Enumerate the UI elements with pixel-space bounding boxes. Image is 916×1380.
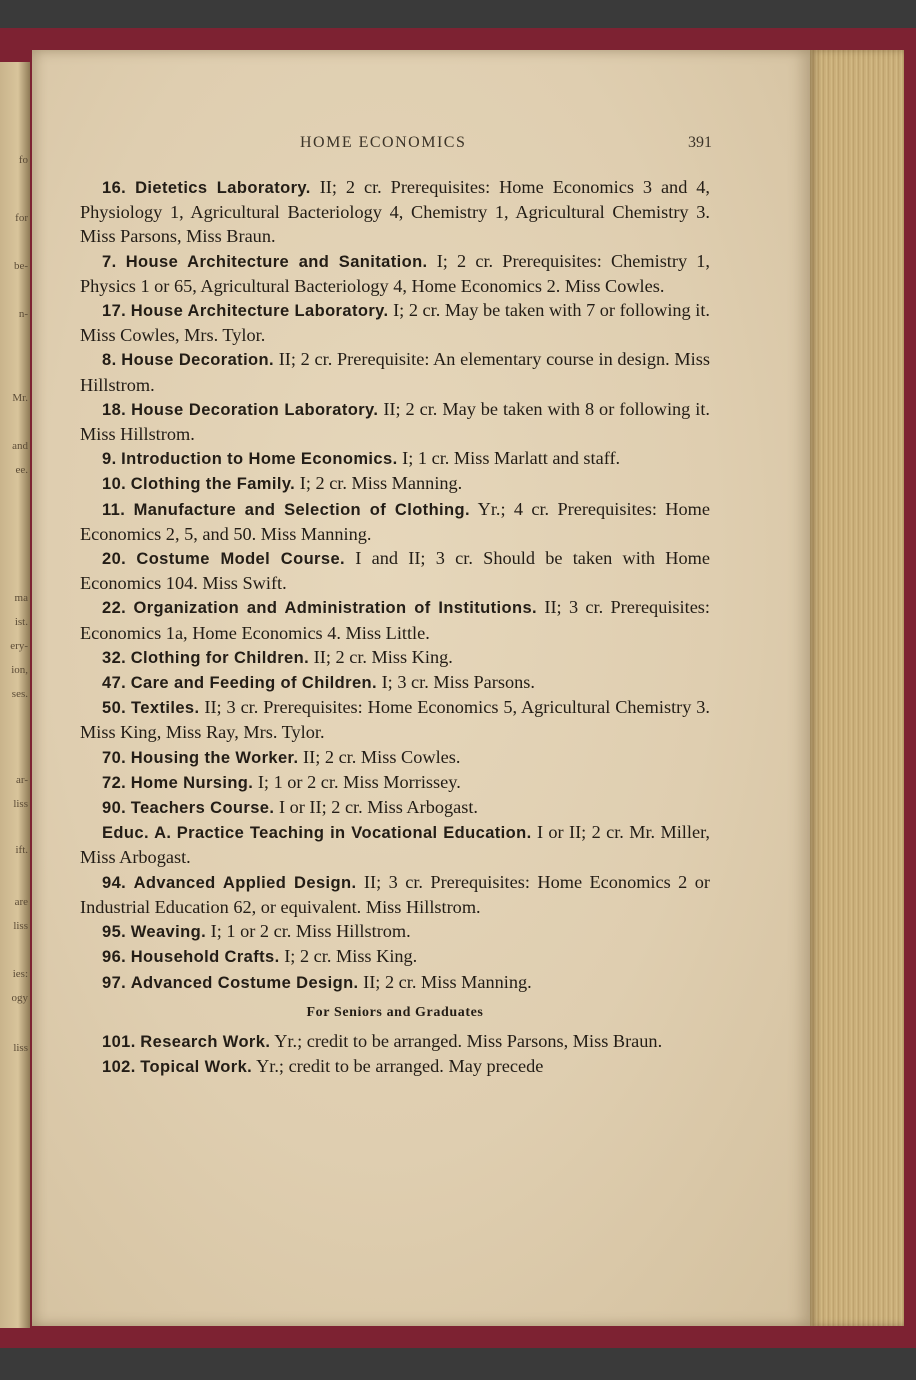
course-title: House Decoration. bbox=[121, 351, 274, 370]
left-page-fragment: ar- bbox=[16, 774, 28, 786]
running-head: HOME ECONOMICS bbox=[300, 134, 467, 151]
course-entry bbox=[80, 645, 710, 670]
course-entry bbox=[80, 298, 710, 347]
course-title: Clothing for Children. bbox=[130, 648, 310, 667]
course-details: I; 2 cr. Miss Manning. bbox=[299, 473, 463, 494]
left-page-fragment: liss bbox=[13, 798, 28, 810]
course-number: 101. bbox=[102, 1032, 136, 1051]
course-details: II; 2 cr. Miss Cowles. bbox=[303, 746, 461, 767]
left-page-fragment: liss bbox=[13, 920, 28, 932]
course-title: Home Nursing. bbox=[130, 773, 254, 792]
left-page-fragment: and bbox=[12, 440, 28, 452]
course-entry bbox=[80, 397, 710, 446]
course-title: Topical Work. bbox=[140, 1058, 253, 1077]
course-title: Textiles. bbox=[131, 699, 200, 718]
course-number: 50. bbox=[102, 699, 127, 718]
course-details: I and II; 3 cr. Should be taken with Home Economics 104. Miss Swift. bbox=[80, 548, 710, 594]
course-title: Care and Feeding of Children. bbox=[130, 674, 378, 693]
course-number: 10. bbox=[102, 475, 127, 494]
course-title: Practice Teaching in Vocational Education. bbox=[176, 824, 532, 843]
course-title: Costume Model Course. bbox=[136, 550, 346, 569]
course-title: Teachers Course. bbox=[130, 799, 275, 818]
course-entry bbox=[80, 919, 710, 944]
course-entry bbox=[80, 1029, 710, 1054]
left-page-fragment: ma bbox=[14, 592, 28, 604]
course-details: Yr.; credit to be arranged. Miss Parsons, Miss Braun. bbox=[274, 1030, 663, 1051]
course-entry bbox=[80, 970, 710, 995]
left-page-fragment: n- bbox=[18, 308, 28, 320]
left-page-fragment: ist. bbox=[14, 616, 28, 628]
course-number: 20. bbox=[102, 550, 127, 569]
course-title: House Architecture Laboratory. bbox=[130, 302, 389, 321]
course-entry bbox=[80, 670, 710, 695]
course-details: Yr.; 4 cr. Prerequisites: Home Economics 2, 5, and 50. Miss Manning. bbox=[80, 498, 710, 544]
left-page-fragment: ogy bbox=[11, 992, 28, 1004]
left-page-fragment: be- bbox=[13, 260, 28, 272]
course-title: Housing the Worker. bbox=[130, 748, 299, 767]
course-details: I; 2 cr. Miss King. bbox=[284, 946, 418, 967]
course-title: House Architecture and Sanitation. bbox=[125, 252, 428, 271]
course-details: I; 1 or 2 cr. Miss Hillstrom. bbox=[210, 921, 411, 942]
course-entry bbox=[80, 347, 710, 396]
course-details: II; 3 cr. Prerequisites: Home Economics 5, Agricultural Chemistry 3. Miss King, Miss Ray, Mrs. Tylor. bbox=[80, 697, 710, 743]
course-number: 102. bbox=[102, 1058, 136, 1077]
left-page-edge bbox=[0, 62, 30, 1328]
page-stack-edge bbox=[810, 50, 904, 1326]
course-title: Weaving. bbox=[130, 923, 207, 942]
course-details: I; 2 cr. Prerequisites: Chemistry 1, Physics 1 or 65, Agricultural Bacteriology 4, Home Economics 2. Miss Cowles. bbox=[80, 250, 710, 296]
course-number: 18. bbox=[102, 400, 127, 419]
course-entry bbox=[80, 546, 710, 595]
course-list bbox=[80, 175, 710, 1079]
course-entry bbox=[80, 595, 710, 644]
page-header bbox=[32, 130, 742, 156]
course-details: II; 3 cr. Prerequisites: Home Economics 2 or Industrial Education 62, or equivalent. Miss Hillstrom. bbox=[80, 871, 710, 917]
section-heading: For Seniors and Graduates bbox=[306, 1004, 484, 1020]
course-entry bbox=[80, 770, 710, 795]
course-title: Research Work. bbox=[140, 1032, 271, 1051]
course-title: Introduction to Home Economics. bbox=[121, 450, 398, 469]
course-number: 95. bbox=[102, 923, 127, 942]
course-title: Clothing the Family. bbox=[130, 475, 296, 494]
course-title: Dietetics Laboratory. bbox=[135, 179, 311, 197]
course-number: 11. bbox=[102, 500, 126, 519]
left-page-fragment: ift. bbox=[15, 844, 28, 856]
course-details: I or II; 2 cr. Miss Arbogast. bbox=[278, 797, 478, 818]
course-number: 70. bbox=[102, 748, 127, 767]
left-page-fragment: ses. bbox=[11, 688, 28, 700]
course-number: 7. bbox=[102, 252, 117, 271]
course-entry bbox=[80, 745, 710, 770]
course-entry bbox=[80, 944, 710, 969]
course-number: 96. bbox=[102, 948, 127, 967]
course-number: 97. bbox=[102, 973, 127, 992]
course-details: II; 2 cr. Miss Manning. bbox=[363, 971, 532, 992]
course-number: 9. bbox=[102, 450, 117, 469]
left-page-fragment: for bbox=[15, 212, 28, 224]
course-number: 94. bbox=[102, 873, 127, 892]
course-title: Household Crafts. bbox=[130, 948, 280, 967]
course-title: Advanced Costume Design. bbox=[130, 973, 359, 992]
left-page-fragment: ee. bbox=[15, 464, 28, 476]
course-entry bbox=[80, 446, 710, 471]
course-details: II; 2 cr. Miss King. bbox=[313, 646, 453, 667]
course-entry bbox=[80, 249, 710, 298]
left-page-fragment: liss bbox=[13, 1042, 28, 1054]
left-page-fragment: ion, bbox=[11, 664, 28, 676]
course-number: 32. bbox=[102, 648, 127, 667]
course-number: 47. bbox=[102, 674, 127, 693]
left-page-fragment: ies: bbox=[12, 968, 28, 980]
course-details: II; 2 cr. Prerequisite: An elementary course in design. Miss Hillstrom. bbox=[80, 349, 710, 395]
course-number: 22. bbox=[102, 599, 127, 618]
course-entry bbox=[80, 820, 710, 869]
course-entry bbox=[80, 497, 710, 546]
course-details: I; 2 cr. May be taken with 7 or following it. Miss Cowles, Mrs. Tylor. bbox=[80, 300, 710, 346]
course-number: 90. bbox=[102, 799, 127, 818]
left-page-fragment: Mr. bbox=[12, 392, 28, 404]
page-number: 391 bbox=[688, 134, 712, 151]
course-details: II; 2 cr. Prerequisites: Home Economics 3 and 4, Physiology 1, Agricultural Bacteriology 4, Chemistry 1, Agricultural Chemistry 3. Miss Parsons, Miss Braun. bbox=[80, 177, 710, 247]
course-number: Educ. A. bbox=[102, 824, 172, 843]
left-page-fragment: ery- bbox=[10, 640, 28, 652]
course-number: 17. bbox=[102, 302, 127, 321]
course-details: I; 3 cr. Miss Parsons. bbox=[381, 672, 535, 693]
course-entry bbox=[80, 471, 710, 496]
course-number: 8. bbox=[102, 351, 117, 370]
course-details: Yr.; credit to be arranged. May precede bbox=[256, 1056, 544, 1077]
course-entry bbox=[80, 1054, 710, 1079]
course-number: 16. bbox=[102, 179, 127, 197]
left-page-fragment: fo bbox=[18, 154, 28, 166]
course-details: II; 3 cr. Prerequisites: Economics 1a, Home Economics 4. Miss Little. bbox=[80, 597, 711, 643]
course-entry bbox=[80, 870, 710, 919]
course-details: I; 1 cr. Miss Marlatt and staff. bbox=[402, 448, 621, 469]
course-number: 72. bbox=[102, 773, 127, 792]
course-entry bbox=[80, 175, 710, 249]
course-title: Organization and Administration of Institutions. bbox=[133, 599, 538, 618]
course-entry bbox=[80, 695, 710, 744]
course-details: I or II; 2 cr. Mr. Miller, Miss Arbogast. bbox=[80, 822, 710, 868]
left-page-fragment: are bbox=[14, 896, 28, 908]
course-title: Advanced Applied Design. bbox=[133, 873, 357, 892]
course-title: House Decoration Laboratory. bbox=[131, 400, 379, 419]
course-entry bbox=[80, 795, 710, 820]
course-title: Manufacture and Selection of Clothing. bbox=[133, 500, 470, 519]
course-details: I; 1 or 2 cr. Miss Morrissey. bbox=[257, 771, 461, 792]
course-details: II; 2 cr. May be taken with 8 or following it. Miss Hillstrom. bbox=[80, 398, 710, 445]
